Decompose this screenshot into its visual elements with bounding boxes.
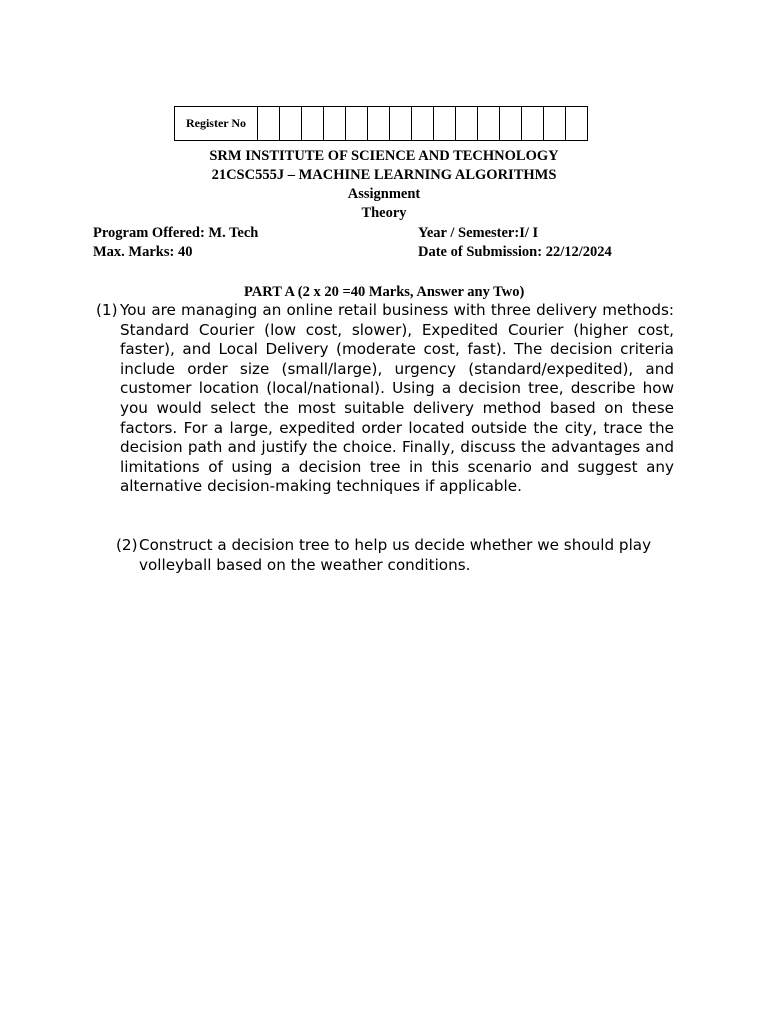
register-digit-cell (302, 107, 324, 141)
register-digit-cell (544, 107, 566, 141)
register-digit-cell (412, 107, 434, 141)
question-text: Construct a decision tree to help us decide whether we should play volleyball based on the weather conditions. (139, 536, 652, 574)
question-number: (1) (96, 301, 118, 319)
register-digit-cell (258, 107, 280, 141)
register-digit-cell (280, 107, 302, 141)
max-marks: Max. Marks: 40 (93, 244, 193, 260)
question-number: (2) (116, 536, 138, 554)
register-digit-cell (566, 107, 588, 141)
course-title: 21CSC555J – MACHINE LEARNING ALGORITHMS (211, 167, 557, 183)
register-digit-cell (324, 107, 346, 141)
register-digit-cell (434, 107, 456, 141)
submission-date: Date of Submission: 22/12/2024 (418, 244, 612, 260)
institute-name: SRM INSTITUTE OF SCIENCE AND TECHNOLOGY (209, 148, 559, 164)
register-number-box (174, 106, 588, 141)
register-digit-cell (346, 107, 368, 141)
document-type: Assignment (347, 186, 421, 202)
document-category: Theory (361, 205, 407, 221)
register-digit-cell (368, 107, 390, 141)
register-digit-cell (500, 107, 522, 141)
question-text: You are managing an online retail business with three delivery methods: Standard Courier (low cost, slower), Expedited Courier (higher cost, faster), and Local Delivery (moderate cost, fast). The decision criteria include order size (small/large), urgency (standard/expedited), and customer location (local/national). Using a decision tree, describe how you would select the most suitable delivery method based on these factors. For a large, expedited order located outside the city, trace the decision path and justify the choice. Finally, discuss the advantages and limitations of using a decision tree in this scenario and suggest any alternative decision-making techniques if applicable. (120, 301, 674, 496)
register-digit-cell (478, 107, 500, 141)
question-2 (116, 536, 676, 575)
year-semester: Year / Semester:I/ I (418, 225, 539, 241)
register-digit-cell (456, 107, 478, 141)
part-a-title: PART A (2 x 20 =40 Marks, Answer any Two) (244, 284, 525, 300)
register-digit-cell (390, 107, 412, 141)
register-digit-cell (522, 107, 544, 141)
register-label: Register No (175, 107, 258, 141)
program-offered: Program Offered: M. Tech (93, 225, 259, 241)
question-1 (96, 301, 674, 497)
